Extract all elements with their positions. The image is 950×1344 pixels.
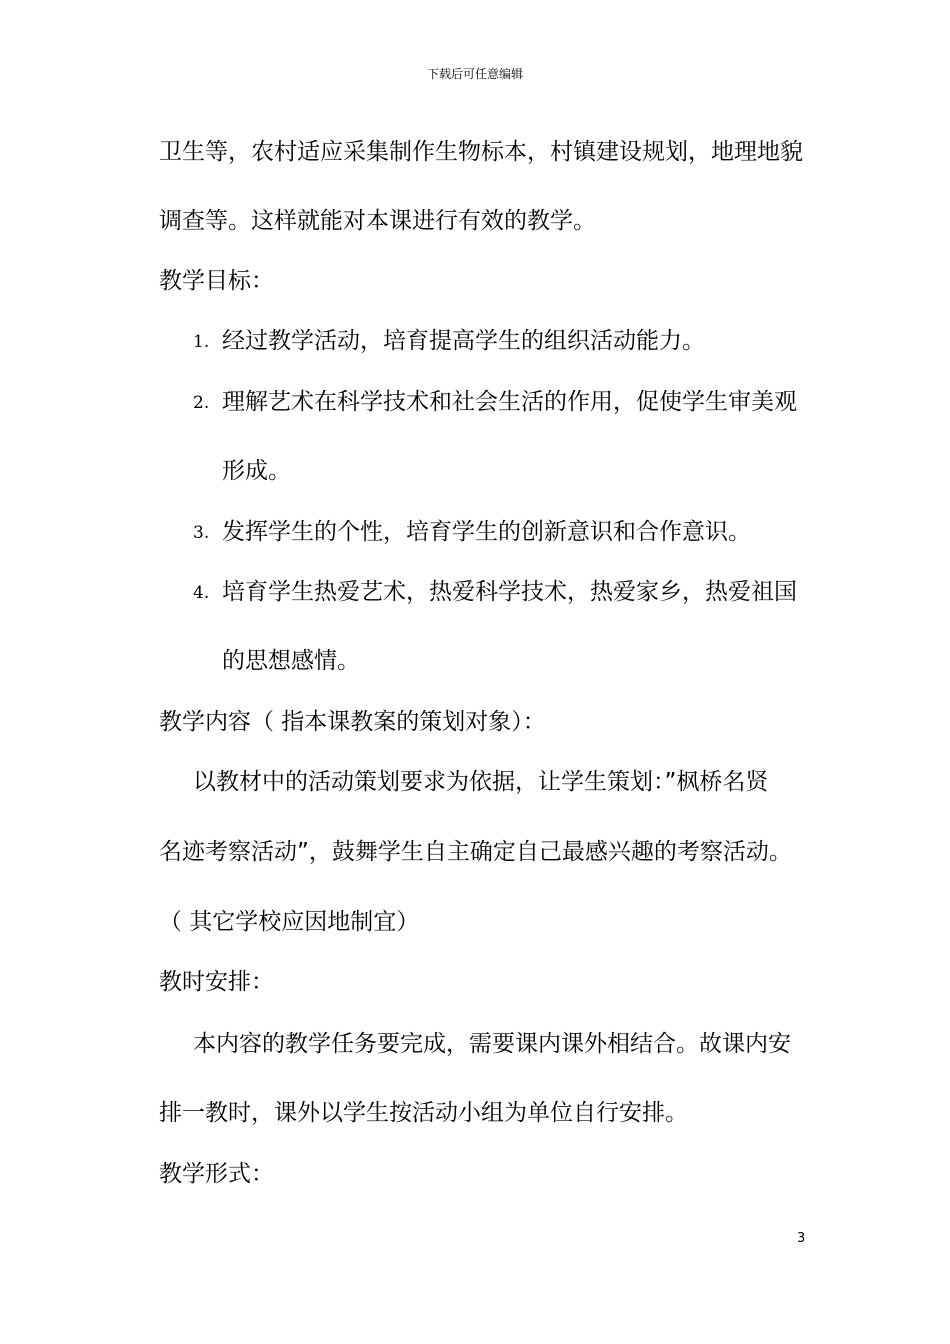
objective-4-text-cont: 的思想感情。: [222, 648, 360, 674]
form-heading: 教学形式：: [159, 1161, 274, 1187]
page-number: 3: [797, 1231, 806, 1246]
content-para-1-line-2: 名迹考察活动”，鼓舞学生自主确定自己最感兴趣的考察活动。: [159, 839, 792, 865]
schedule-line-1: 本内容的教学任务要完成，需要课内课外相结合。故课内安: [193, 1031, 791, 1057]
schedule-heading: 教时安排：: [159, 969, 274, 995]
content-para-2: （ 其它学校应因地制宜）: [159, 909, 420, 935]
objective-1-number: 1.: [193, 332, 210, 352]
objective-2-text: 理解艺术在科学技术和社会生活的作用，促使学生审美观: [222, 389, 797, 415]
objective-2-number: 2.: [193, 393, 210, 413]
intro-line-2: 调查等。这样就能对本课进行有效的教学。: [159, 208, 596, 234]
objective-3-number: 3.: [193, 523, 210, 543]
content-heading: 教学内容（ 指本课教案的策划对象）：: [159, 709, 546, 735]
intro-line-1: 卫生等，农村适应采集制作生物标本，村镇建设规划，地理地貌: [159, 139, 803, 165]
objective-4-text: 培育学生热爱艺术，热爱科学技术，热爱家乡，热爱祖国: [222, 579, 797, 605]
content-para-1-line-1: 以教材中的活动策划要求为依据，让学生策划：”枫桥名贤: [193, 769, 769, 795]
page-header: 下载后可任意编辑: [426, 67, 523, 81]
objective-4-number: 4.: [193, 583, 210, 603]
objectives-heading: 教学目标：: [159, 268, 274, 294]
objective-3-text: 发挥学生的个性，培育学生的创新意识和合作意识。: [222, 519, 751, 545]
objective-2-text-cont: 形成。: [222, 458, 291, 484]
objective-1-text: 经过教学活动，培育提高学生的组织活动能力。: [222, 328, 705, 354]
schedule-line-2: 排一教时，课外以学生按活动小组为单位自行安排。: [159, 1100, 688, 1126]
